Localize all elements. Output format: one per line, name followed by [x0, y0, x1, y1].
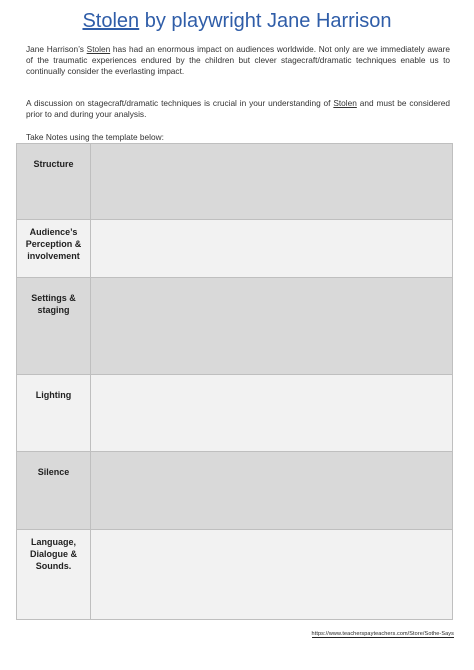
- row-label-lighting: Lighting: [17, 375, 91, 452]
- discussion-text-end: and must be considered prior to and during your analysis.: [26, 98, 450, 119]
- row-label-settings: Settings & staging: [17, 278, 91, 375]
- notes-box-structure[interactable]: [91, 144, 453, 220]
- discussion-paragraph: [26, 98, 450, 120]
- footer-store-link[interactable]: https://www.teacherspayteachers.com/Store/Sothe-Says: [311, 631, 454, 637]
- table-row: [17, 144, 453, 220]
- intro-text-start: Jane Harrison’s: [26, 44, 87, 54]
- discussion-play-name: Stolen: [333, 98, 357, 108]
- page-title: [0, 10, 474, 33]
- notes-box-language[interactable]: [91, 530, 453, 620]
- intro-text-end: has had an enormous impact on audiences worldwide. Not only are we immediately aware of the traumatic experiences endured by the children but clever stagecraft/dramatic techniques enable us to continually consider the everlasting impact.: [26, 44, 451, 76]
- notes-box-lighting[interactable]: [91, 375, 453, 452]
- row-label-structure: Structure: [17, 144, 91, 220]
- intro-paragraph: [26, 44, 450, 77]
- notes-template-table: [16, 143, 453, 620]
- table-row: [17, 530, 453, 620]
- discussion-text-start: A discussion on stagecraft/dramatic techniques is crucial in your understanding of: [26, 98, 334, 108]
- notes-box-settings[interactable]: [91, 278, 453, 375]
- table-row: [17, 452, 453, 530]
- title-play-name: Stolen: [82, 10, 140, 32]
- table-row: [17, 375, 453, 452]
- notes-box-silence[interactable]: [91, 452, 453, 530]
- notes-box-audience[interactable]: [91, 220, 453, 278]
- table-row: [17, 220, 453, 278]
- row-label-language: Language, Dialogue & Sounds.: [17, 530, 91, 620]
- intro-play-name: Stolen: [86, 44, 111, 54]
- table-row: [17, 278, 453, 375]
- title-rest: by playwright Jane Harrison: [139, 10, 392, 32]
- take-notes-instruction: Take Notes using the template below:: [26, 132, 164, 142]
- row-label-silence: Silence: [17, 452, 91, 530]
- row-label-audience: Audience’s Perception & involvement: [17, 220, 91, 278]
